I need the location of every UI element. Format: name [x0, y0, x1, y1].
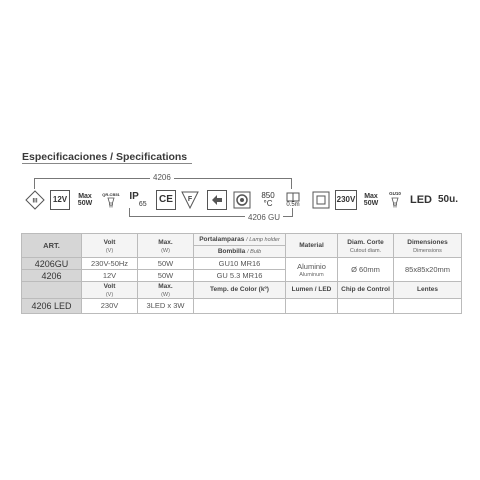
max-watt-label-2: 50W	[363, 200, 379, 207]
table-row	[22, 258, 462, 270]
ip-rating-label: 65	[138, 200, 147, 208]
row-dimensions: 85x85x20mm	[394, 258, 462, 282]
header-chip: Chip de Control	[338, 282, 394, 299]
units-icon: 50u.	[437, 194, 458, 205]
max-label: Max	[78, 193, 92, 200]
ball-pressure-icon	[232, 190, 252, 210]
ip-label: IP	[129, 191, 139, 202]
lamp-gu10-label: GU10	[389, 191, 401, 197]
max-label-2: Max	[364, 193, 378, 200]
max-50w-icon-2	[362, 190, 380, 210]
row-chip-led	[338, 299, 394, 314]
row-volt-led: 230V	[82, 299, 138, 314]
header-max-led-label: Max.	[158, 283, 173, 290]
table-header-row	[22, 234, 462, 246]
header-dimensions-label: Dimensiones	[407, 238, 448, 246]
header-material: Material	[286, 234, 338, 258]
row-volt: 12V	[82, 270, 138, 282]
row-material	[286, 258, 338, 282]
lamp-gu10-icon	[386, 190, 404, 210]
header-diam	[338, 234, 394, 258]
header-max	[138, 234, 194, 258]
title-underline	[22, 163, 192, 164]
voltage-12v-icon: 12V	[50, 190, 70, 210]
header-portalamparas-en: / Lamp holder	[246, 236, 280, 243]
header-volt-unit: (V)	[105, 247, 114, 254]
header-bombilla-en: / Bulb	[247, 248, 262, 255]
header-art-led-blank	[22, 282, 82, 299]
ce-mark-icon: CE	[156, 190, 176, 210]
row-max: 50W	[138, 258, 194, 270]
temperature-unit: °C	[263, 199, 273, 208]
header-portalamparas-label: Portalamparas	[199, 235, 245, 243]
lamp-qr-cb51-icon	[101, 190, 121, 210]
row-max: 50W	[138, 270, 194, 282]
material-es: Aluminio	[297, 261, 326, 271]
voltage-230v-icon: 230V	[335, 190, 357, 210]
specifications-table	[21, 233, 462, 314]
header-max-unit: (W)	[161, 247, 170, 254]
row-art-led: 4206 LED	[22, 299, 82, 314]
table-header-row-led	[22, 282, 462, 299]
header-bombilla	[194, 246, 286, 258]
header-max-label: Max.	[158, 238, 173, 246]
max-50w-icon	[76, 190, 94, 210]
header-portalamparas	[194, 234, 286, 246]
row-art: 4206GU	[22, 258, 82, 270]
class-iii-icon	[24, 190, 46, 210]
header-max-led	[138, 282, 194, 299]
class-ii-icon	[311, 190, 331, 210]
row-art: 4206	[22, 270, 82, 282]
header-volt-led-label: Volt	[103, 283, 116, 290]
header-lumen: Lumen / LED	[286, 282, 338, 299]
header-volt	[82, 234, 138, 258]
header-lentes: Lentes	[394, 282, 462, 299]
led-icon: LED	[410, 193, 432, 206]
row-lentes-led	[394, 299, 462, 314]
header-volt-led-unit: (V)	[105, 292, 114, 298]
bracket-4206-label: 4206	[150, 173, 174, 182]
temperature-850-icon	[258, 190, 278, 210]
header-max-led-unit: (W)	[161, 292, 170, 298]
distance-value: 0.5m	[286, 202, 300, 208]
row-max-led: 3LED x 3W	[138, 299, 194, 314]
table-row	[22, 299, 462, 314]
header-bombilla-label: Bombilla	[217, 247, 246, 255]
header-art: ART.	[22, 234, 82, 258]
row-bulb: GU10 MR16	[194, 258, 286, 270]
distance-icon	[283, 190, 303, 210]
section-title: Especificaciones / Specifications	[22, 151, 188, 163]
row-temp-led	[194, 299, 286, 314]
header-dimensions	[394, 234, 462, 258]
ip65-icon	[128, 190, 148, 210]
row-volt: 230V-50Hz	[82, 258, 138, 270]
row-lumen-led	[286, 299, 338, 314]
header-diam-en: Cutout diam.	[349, 247, 382, 254]
header-dimensions-en: Dimensions	[413, 247, 442, 254]
header-temp: Temp. de Color (kº)	[194, 282, 286, 299]
header-diam-label: Diam. Corte	[347, 238, 384, 246]
svg-text:III: III	[32, 198, 38, 205]
mounting-icon	[207, 190, 227, 210]
lamp-qr-cb51-label: QR-CB51	[102, 191, 120, 197]
material-en: Aluminum	[299, 271, 324, 278]
bracket-4206gu-label: 4206 GU	[245, 213, 283, 222]
header-volt-label: Volt	[103, 238, 116, 246]
f-mark-icon	[180, 190, 200, 210]
temperature-value: 850	[261, 191, 275, 200]
row-diam: Ø 60mm	[338, 258, 394, 282]
header-volt-led	[82, 282, 138, 299]
row-bulb: GU 5.3 MR16	[194, 270, 286, 282]
max-watt-label: 50W	[77, 200, 93, 207]
f-mark-label: F	[187, 196, 193, 203]
